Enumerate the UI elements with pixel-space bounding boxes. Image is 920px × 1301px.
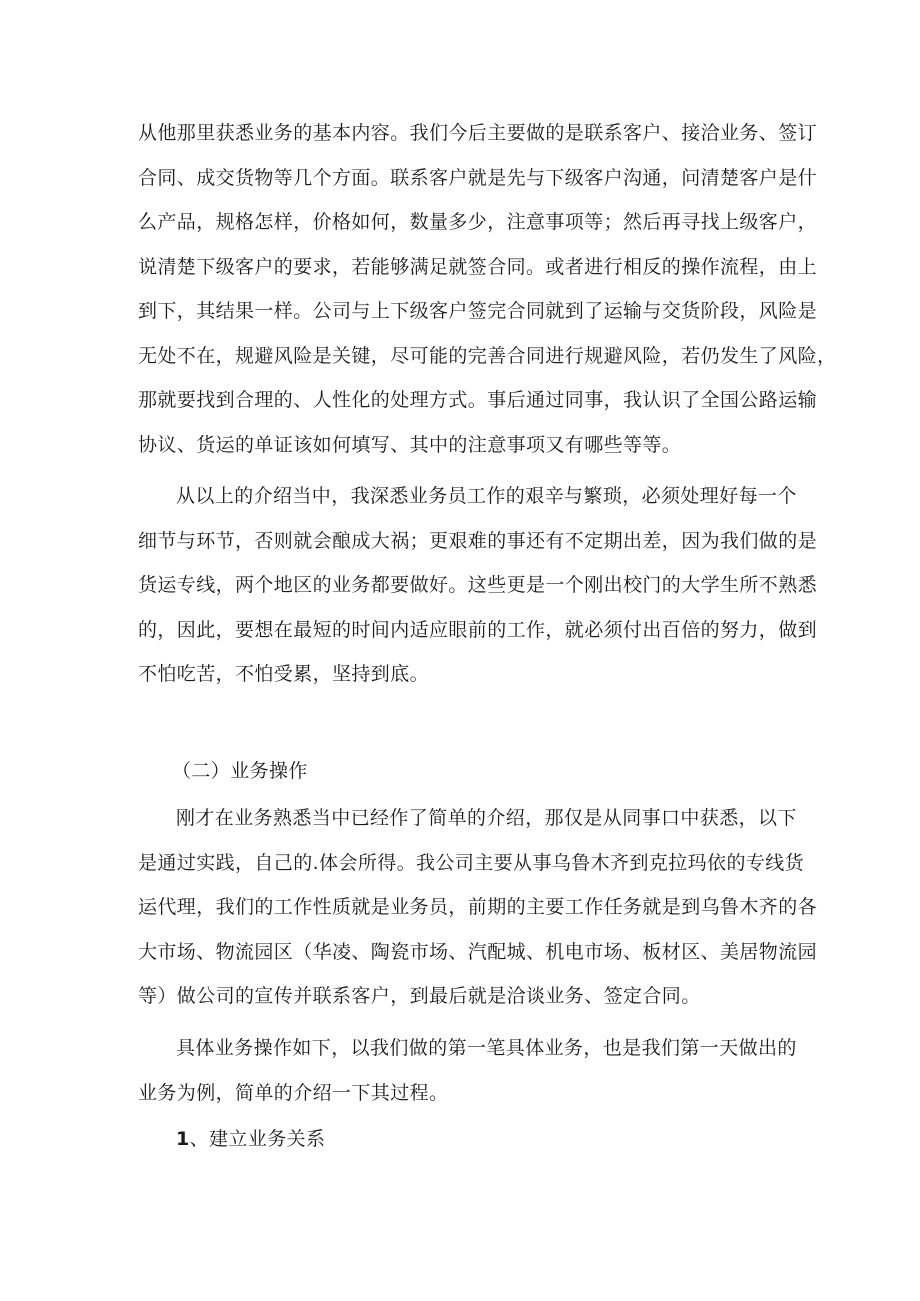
section-heading: （二）业务操作 [172, 760, 308, 782]
text-line: 的，因此，要想在最短的时间内适应眼前的工作，就必须付出百倍的努力，做到 [138, 618, 818, 641]
text-line: 货运专线，两个地区的业务都要做好。这些更是一个刚出校门的大学生所不熟悉 [138, 574, 818, 596]
body-paragraph [138, 111, 837, 467]
text-line: 大市场、物流园区（华凌、陶瓷市场、汽配城、机电市场、板材区、美居物流园 [138, 940, 818, 963]
text-line: 刚才在业务熟悉当中已经作了简单的介绍，那仅是从同事口中获悉，以下 [176, 807, 797, 829]
text-line: 么产品，规格怎样，价格如何，数量多少，注意事项等；然后再寻找上级客户， [138, 211, 818, 233]
text-line: 到下，其结果一样。公司与上下级客户签完合同就到了运输与交货阶段，风险是 [138, 300, 818, 322]
text-line: 运代理，我们的工作性质就是业务员，前期的主要工作任务就是到乌鲁木齐的各 [138, 896, 818, 918]
body-paragraph [138, 796, 818, 1019]
text-line: 那就要找到合理的、人性化的处理方式。事后通过同事，我认识了全国公路运输 [138, 389, 818, 411]
text-line: 从他那里获悉业务的基本内容。我们今后主要做的是联系客户、接洽业务、签订 [138, 122, 818, 144]
body-paragraph [138, 1026, 797, 1115]
text-line: 不怕吃苦，不怕受累，坚持到底。 [138, 663, 430, 685]
text-line: 从以上的介绍当中，我深悉业务员工作的艰辛与繁琐，必须处理好每一个 [176, 485, 797, 507]
subsection-title: 、建立业务关系 [189, 1128, 326, 1150]
text-line: 具体业务操作如下，以我们做的第一笔具体业务，也是我们第一天做出的 [176, 1037, 797, 1059]
text-line: 等）做公司的宣传并联系客户，到最后就是洽谈业务、签定合同。 [138, 985, 701, 1007]
text-line: 细节与环节，否则就会酿成大祸；更艰难的事还有不定期出差，因为我们做的是 [138, 529, 818, 552]
text-line: 业务为例，简单的介绍一下其过程。 [138, 1081, 449, 1104]
text-line: 说清楚下级客户的要求，若能够满足就签合同。或者进行相反的操作流程，由上 [138, 255, 818, 278]
text-line: 无处不在，规避风险是关键，尽可能的完善合同进行规避风险，若仍发生了风险， [138, 344, 837, 367]
subsection-number: 1 [176, 1128, 190, 1150]
subsection-heading [176, 1117, 325, 1162]
text-line: 协议、货运的单证该如何填写、其中的注意事项又有哪些等等。 [138, 433, 682, 456]
body-paragraph [138, 474, 818, 697]
text-line: 是通过实践，自己的.体会所得。我公司主要从事乌鲁木齐到克拉玛依的专线货 [138, 851, 805, 874]
text-line: 合同、成交货物等几个方面。联系客户就是先与下级客户沟通，问清楚客户是什 [138, 166, 818, 189]
